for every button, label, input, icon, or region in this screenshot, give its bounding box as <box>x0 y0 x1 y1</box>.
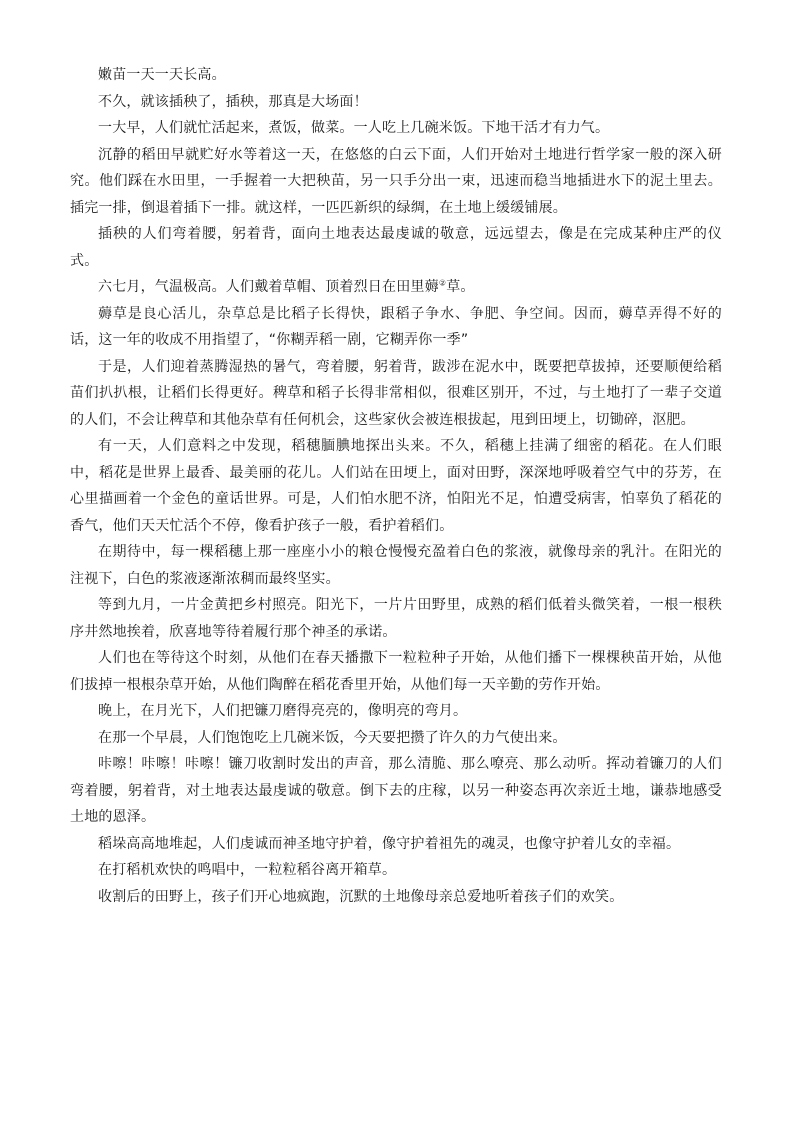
paragraph: 咔嚓！咔嚓！咔嚓！镰刀收割时发出的声音，那么清脆、那么嘹亮、那么动听。挥动着镰刀的人们弯着腰，躬着背，对土地表达最虔诚的敬意。倒下去的庄稼，以另一种姿态再次亲近土地，谦恭地感受土地的恩泽。 <box>70 756 722 825</box>
paragraph: 于是，人们迎着蒸腾湿热的暑气，弯着腰，躬着背，跋涉在泥水中，既要把草拔掉，还要顺便给稻苗们扒扒根，让稻们长得更好。稗草和稻子长得非常相似，很难区别开，不过，与土地打了一辈子交道的人们，不会让稗草和其他杂草有任何机会，这些家伙会被连根拔起，甩到田埂上，切锄碎，沤肥。 <box>70 358 722 428</box>
article-body <box>70 62 722 910</box>
paragraph: 晚上，在月光下，人们把镰刀磨得亮亮的，像明亮的弯月。 <box>98 703 468 719</box>
paragraph: 不久，就该插秧了，插秧，那真是大场面！ <box>98 93 368 110</box>
paragraph: 有一天，人们意料之中发现，稻穗腼腆地探出头来。不久，稻穗上挂满了细密的稻花。在人们眼中，稻花是世界上最香、最美丽的花儿。人们站在田埂上，面对田野，深深地呼吸着空气中的芬芳，在心里描画着一个金色的童话世界。可是，人们怕水肥不济，怕阳光不足，怕遭受病害，怕辜负了稻花的香气，他们天天忙活个不停，像看护孩子一般，看护着稻们。 <box>70 438 722 534</box>
paragraph: 嫩苗一天一天长高。 <box>98 67 226 83</box>
paragraph: 在打稻机欢快的鸣唱中，一粒粒稻谷离开箱草。 <box>98 862 397 878</box>
paragraph: 收割后的田野上，孩子们开心地疯跑，沉默的土地像母亲总爱地听着孩子们的欢笑。 <box>98 888 624 905</box>
paragraph: 插秧的人们弯着腰，躬着背，面向土地表达最虔诚的敬意，远远望去，像是在完成某种庄严的仪式。 <box>70 226 722 269</box>
paragraph: 在期待中，每一棵稻穗上那一座座小小的粮仓慢慢充盈着白色的浆液，就像母亲的乳汁。在阳光的注视下，白色的浆液逐渐浓稠而最终坚实。 <box>70 544 722 587</box>
paragraph: 稻垛高高地堆起，人们虔诚而神圣地守护着，像守护着祖先的魂灵，也像守护着儿女的幸福。 <box>98 835 681 852</box>
paragraph: 一大早，人们就忙活起来，煮饭，做菜。一人吃上几碗米饭。下地干活才有力气。 <box>98 120 610 136</box>
paragraph: 人们也在等待这个时刻，从他们在春天播撒下一粒粒种子开始，从他们播下一棵棵秧苗开始，从他们拔掉一根根杂草开始，从他们陶醉在稻花香里开始，从他们每一天辛勤的劳作开始。 <box>70 650 722 693</box>
paragraph: 等到九月，一片金黄把乡村照亮。阳光下，一片片田野里，成熟的稻们低着头微笑着，一根一根秩序井然地挨着，欣喜地等待着履行那个神圣的承诺。 <box>70 597 722 640</box>
paragraph: 薅草是良心活儿，杂草总是比稻子长得快，跟稻子争水、争肥、争空间。因而，薅草弄得不好的话，这一年的收成不用指望了，“你糊弄稻一剧，它糊弄你一季” <box>70 305 722 348</box>
footnote-marker: ② <box>438 278 447 288</box>
paragraph-with-footnote <box>70 274 722 301</box>
paragraph: 在那一个早晨，人们饱饱吃上几碗米饭，今天要把攒了许久的力气使出来。 <box>98 729 567 746</box>
paragraph-text: 六七月，气温极高。人们戴着草帽、顶着烈日在田里薅②草。 <box>98 278 475 295</box>
paragraph: 沉静的稻田早就贮好水等着这一天，在悠悠的白云下面，人们开始对土地进行哲学家一般的深入研究。他们踩在水田里，一手握着一大把秧苗，另一只手分出一束，迅速而稳当地插进水下的泥土里去。插完一排，倒退着插下一排。就这样，一匹匹新织的绿绸，在土地上缓缓铺展。 <box>70 146 722 216</box>
